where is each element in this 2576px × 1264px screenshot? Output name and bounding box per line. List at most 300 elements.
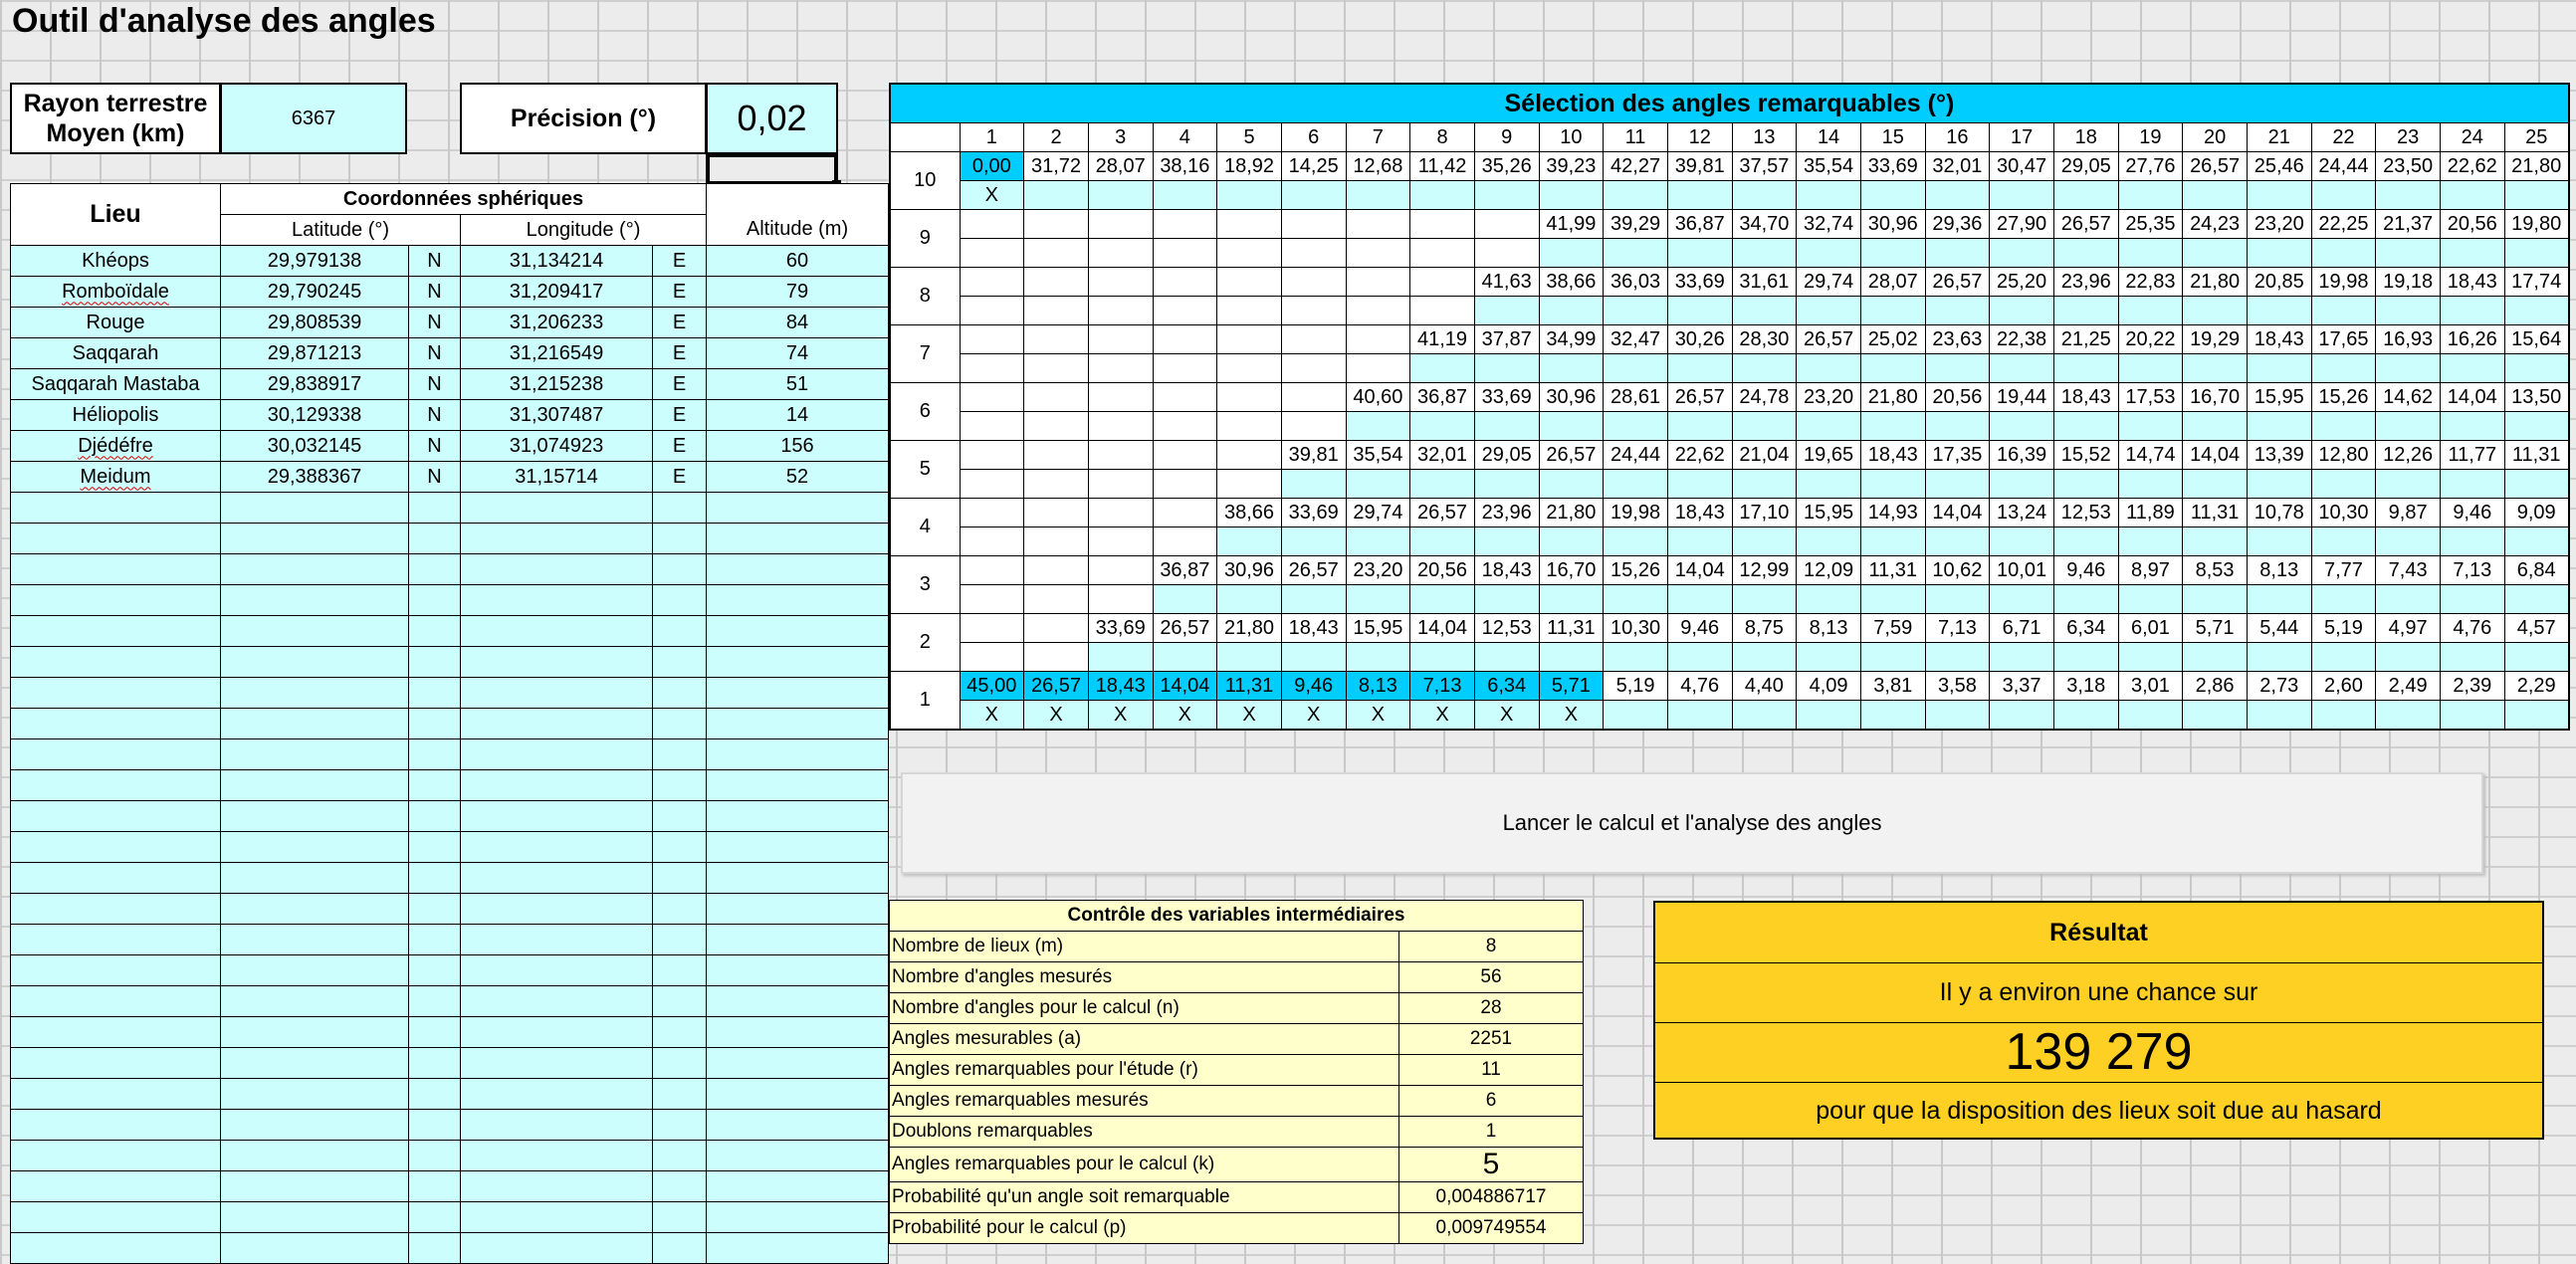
angle-value[interactable]: 16,39 xyxy=(1990,441,2054,470)
selection-mark[interactable] xyxy=(1667,239,1732,268)
angle-value[interactable]: 16,26 xyxy=(2440,325,2504,354)
empty-cell[interactable] xyxy=(221,1048,409,1079)
selection-mark[interactable] xyxy=(1024,239,1089,268)
empty-cell[interactable] xyxy=(653,1017,707,1048)
empty-cell[interactable] xyxy=(11,616,221,647)
column-header[interactable]: 4 xyxy=(1153,123,1217,152)
selection-mark[interactable] xyxy=(1088,585,1153,614)
selection-mark[interactable] xyxy=(1346,527,1410,556)
angle-value[interactable]: 21,25 xyxy=(2053,325,2118,354)
angle-value[interactable]: 35,54 xyxy=(1797,152,1861,181)
angle-value[interactable]: 21,04 xyxy=(1732,441,1797,470)
ew-cell[interactable] xyxy=(653,338,707,369)
angle-value[interactable]: 23,96 xyxy=(2053,268,2118,297)
empty-cell[interactable] xyxy=(461,616,653,647)
angle-value[interactable]: 13,39 xyxy=(2247,441,2311,470)
angle-value[interactable]: 15,64 xyxy=(2504,325,2569,354)
empty-cell[interactable] xyxy=(461,739,653,770)
angle-value[interactable] xyxy=(960,499,1024,527)
selection-mark[interactable] xyxy=(1217,354,1282,383)
selection-mark[interactable] xyxy=(1153,354,1217,383)
selection-mark[interactable] xyxy=(2311,297,2376,325)
selection-mark[interactable]: X xyxy=(1217,701,1282,731)
selection-mark[interactable] xyxy=(1346,181,1410,210)
angle-value[interactable]: 33,69 xyxy=(1860,152,1925,181)
angle-value[interactable]: 24,44 xyxy=(2311,152,2376,181)
selection-mark[interactable] xyxy=(1281,643,1346,672)
angle-value[interactable]: 26,57 xyxy=(1281,556,1346,585)
selection-mark[interactable] xyxy=(1153,181,1217,210)
empty-cell[interactable] xyxy=(11,925,221,955)
angle-value[interactable] xyxy=(1281,325,1346,354)
selection-mark[interactable] xyxy=(1990,412,2054,441)
empty-cell[interactable] xyxy=(461,832,653,863)
angle-value[interactable]: 26,57 xyxy=(2183,152,2248,181)
empty-cell[interactable] xyxy=(221,1202,409,1233)
angle-value[interactable]: 28,07 xyxy=(1088,152,1153,181)
longitude-cell[interactable] xyxy=(461,338,653,369)
angle-value[interactable] xyxy=(1153,383,1217,412)
coords-header[interactable]: Coordonnées sphériques xyxy=(221,184,707,215)
selection-mark[interactable] xyxy=(2247,181,2311,210)
empty-cell[interactable] xyxy=(11,832,221,863)
angle-value[interactable]: 4,76 xyxy=(1667,672,1732,701)
angle-value[interactable]: 35,54 xyxy=(1346,441,1410,470)
selection-mark[interactable] xyxy=(2376,470,2441,499)
selection-mark[interactable] xyxy=(1797,585,1861,614)
selection-mark[interactable] xyxy=(1797,643,1861,672)
empty-cell[interactable] xyxy=(409,1202,461,1233)
angle-value[interactable]: 12,80 xyxy=(2311,441,2376,470)
empty-cell[interactable] xyxy=(409,1141,461,1171)
angle-value[interactable]: 38,66 xyxy=(1217,499,1282,527)
lieu-name-cell[interactable] xyxy=(11,308,221,338)
angle-value[interactable]: 28,30 xyxy=(1732,325,1797,354)
selection-mark[interactable] xyxy=(1281,239,1346,268)
angle-value[interactable] xyxy=(1217,268,1282,297)
ew-cell[interactable] xyxy=(653,462,707,493)
angle-value[interactable]: 5,71 xyxy=(1539,672,1604,701)
precision-value-cell[interactable] xyxy=(706,83,838,154)
empty-cell[interactable] xyxy=(221,647,409,678)
angle-value[interactable]: 21,80 xyxy=(1860,383,1925,412)
angle-value[interactable]: 6,84 xyxy=(2504,556,2569,585)
selection-mark[interactable] xyxy=(2118,643,2183,672)
empty-cell[interactable] xyxy=(461,1017,653,1048)
angle-value[interactable] xyxy=(1346,210,1410,239)
selection-mark[interactable] xyxy=(1604,239,1668,268)
selection-mark[interactable] xyxy=(1860,701,1925,731)
selection-mark[interactable] xyxy=(2183,470,2248,499)
selection-mark[interactable] xyxy=(1925,354,1990,383)
row-label[interactable]: 9 xyxy=(890,210,960,268)
angle-value[interactable]: 20,56 xyxy=(1925,383,1990,412)
controle-value[interactable]: 11 xyxy=(1399,1055,1584,1086)
selection-mark[interactable] xyxy=(2183,643,2248,672)
row-label[interactable]: 3 xyxy=(890,556,960,614)
selection-mark[interactable] xyxy=(2247,643,2311,672)
angle-value[interactable]: 14,93 xyxy=(1860,499,1925,527)
angle-value[interactable]: 17,10 xyxy=(1732,499,1797,527)
selection-mark[interactable] xyxy=(1217,643,1282,672)
angle-value[interactable]: 3,37 xyxy=(1990,672,2054,701)
selection-mark[interactable] xyxy=(1153,470,1217,499)
selection-mark[interactable] xyxy=(1604,585,1668,614)
controle-value[interactable]: 6 xyxy=(1399,1086,1584,1117)
empty-cell[interactable] xyxy=(707,1110,889,1141)
selection-mark[interactable] xyxy=(1281,585,1346,614)
selection-mark[interactable] xyxy=(1667,701,1732,731)
selection-mark[interactable] xyxy=(1732,181,1797,210)
angle-value[interactable]: 12,53 xyxy=(1474,614,1539,643)
selection-mark[interactable] xyxy=(1281,412,1346,441)
longitude-cell[interactable] xyxy=(461,462,653,493)
empty-cell[interactable] xyxy=(653,554,707,585)
selection-mark[interactable] xyxy=(2311,701,2376,731)
angle-value[interactable] xyxy=(1346,325,1410,354)
selection-mark[interactable]: X xyxy=(1539,701,1604,731)
angle-value[interactable]: 7,59 xyxy=(1860,614,1925,643)
empty-cell[interactable] xyxy=(409,955,461,986)
empty-cell[interactable] xyxy=(409,739,461,770)
selection-mark[interactable] xyxy=(2118,412,2183,441)
controle-value[interactable]: 0,009749554 xyxy=(1399,1213,1584,1244)
selection-mark[interactable] xyxy=(2376,412,2441,441)
empty-cell[interactable] xyxy=(409,801,461,832)
selection-mark[interactable] xyxy=(2376,701,2441,731)
altitude-header-spacer[interactable] xyxy=(707,184,889,215)
selection-mark[interactable] xyxy=(1732,297,1797,325)
selection-mark[interactable] xyxy=(960,470,1024,499)
angle-value[interactable]: 41,63 xyxy=(1474,268,1539,297)
angle-value[interactable]: 7,77 xyxy=(2311,556,2376,585)
selection-mark[interactable] xyxy=(2504,239,2569,268)
angle-value[interactable]: 21,80 xyxy=(1539,499,1604,527)
empty-cell[interactable] xyxy=(409,585,461,616)
selection-mark[interactable] xyxy=(1346,354,1410,383)
selection-mark[interactable] xyxy=(2247,585,2311,614)
ns-cell[interactable] xyxy=(409,308,461,338)
selection-mark[interactable] xyxy=(2376,527,2441,556)
selection-mark[interactable] xyxy=(1217,297,1282,325)
selection-mark[interactable] xyxy=(1797,181,1861,210)
angle-value[interactable]: 34,70 xyxy=(1732,210,1797,239)
longitude-cell[interactable] xyxy=(461,400,653,431)
empty-cell[interactable] xyxy=(461,770,653,801)
selection-mark[interactable] xyxy=(1088,239,1153,268)
angle-value[interactable] xyxy=(1088,499,1153,527)
selection-mark[interactable] xyxy=(1990,643,2054,672)
angle-value[interactable]: 10,78 xyxy=(2247,499,2311,527)
selection-mark[interactable] xyxy=(1667,354,1732,383)
column-header[interactable]: 16 xyxy=(1925,123,1990,152)
selection-mark[interactable] xyxy=(1604,297,1668,325)
selection-mark[interactable] xyxy=(1990,527,2054,556)
selection-mark[interactable] xyxy=(2118,470,2183,499)
angle-value[interactable]: 19,18 xyxy=(2376,268,2441,297)
angle-value[interactable]: 27,90 xyxy=(1990,210,2054,239)
empty-cell[interactable] xyxy=(653,1110,707,1141)
selection-mark[interactable] xyxy=(2247,297,2311,325)
selection-mark[interactable] xyxy=(1410,470,1475,499)
angle-value[interactable] xyxy=(1346,268,1410,297)
selection-mark[interactable] xyxy=(2118,239,2183,268)
empty-cell[interactable] xyxy=(409,1233,461,1264)
empty-cell[interactable] xyxy=(707,1202,889,1233)
angle-value[interactable]: 18,43 xyxy=(1667,499,1732,527)
angle-value[interactable]: 24,44 xyxy=(1604,441,1668,470)
angle-value[interactable] xyxy=(1088,556,1153,585)
ns-cell[interactable] xyxy=(409,462,461,493)
selection-mark[interactable] xyxy=(2376,181,2441,210)
selection-mark[interactable] xyxy=(2053,701,2118,731)
empty-cell[interactable] xyxy=(11,955,221,986)
empty-cell[interactable] xyxy=(653,986,707,1017)
selection-mark[interactable] xyxy=(1860,181,1925,210)
angle-value[interactable]: 3,58 xyxy=(1925,672,1990,701)
angle-value[interactable] xyxy=(1088,210,1153,239)
selection-mark[interactable] xyxy=(2053,412,2118,441)
angle-value[interactable]: 33,69 xyxy=(1667,268,1732,297)
angle-value[interactable]: 16,70 xyxy=(1539,556,1604,585)
selection-mark[interactable] xyxy=(2311,470,2376,499)
selection-mark[interactable] xyxy=(1797,470,1861,499)
angle-value[interactable]: 4,57 xyxy=(2504,614,2569,643)
angle-value[interactable] xyxy=(1153,268,1217,297)
angle-value[interactable] xyxy=(1088,383,1153,412)
angle-value[interactable]: 2,29 xyxy=(2504,672,2569,701)
empty-cell[interactable] xyxy=(707,616,889,647)
column-header[interactable]: 18 xyxy=(2053,123,2118,152)
row-label[interactable]: 2 xyxy=(890,614,960,672)
corner-cell[interactable] xyxy=(890,123,960,152)
angle-value[interactable]: 14,74 xyxy=(2118,441,2183,470)
angle-value[interactable]: 26,57 xyxy=(1024,672,1089,701)
selection-mark[interactable] xyxy=(2053,585,2118,614)
selection-mark[interactable] xyxy=(2440,585,2504,614)
selection-mark[interactable] xyxy=(1990,181,2054,210)
selection-mark[interactable] xyxy=(960,585,1024,614)
row-label[interactable]: 1 xyxy=(890,672,960,731)
selection-mark[interactable] xyxy=(2504,181,2569,210)
empty-cell[interactable] xyxy=(653,863,707,894)
selection-mark[interactable] xyxy=(1539,585,1604,614)
angle-value[interactable] xyxy=(1153,499,1217,527)
angle-value[interactable]: 15,95 xyxy=(1797,499,1861,527)
empty-cell[interactable] xyxy=(409,1017,461,1048)
lieu-name-cell[interactable] xyxy=(11,431,221,462)
empty-cell[interactable] xyxy=(461,1171,653,1202)
empty-cell[interactable] xyxy=(707,955,889,986)
angle-value[interactable]: 26,57 xyxy=(1667,383,1732,412)
empty-cell[interactable] xyxy=(707,863,889,894)
angle-value[interactable]: 3,18 xyxy=(2053,672,2118,701)
ew-cell[interactable] xyxy=(653,277,707,308)
empty-cell[interactable] xyxy=(11,1233,221,1264)
selection-mark[interactable] xyxy=(2053,643,2118,672)
latitude-cell[interactable] xyxy=(221,338,409,369)
angle-value[interactable] xyxy=(1024,268,1089,297)
selection-mark[interactable] xyxy=(1797,527,1861,556)
empty-cell[interactable] xyxy=(653,1048,707,1079)
angle-value[interactable] xyxy=(1153,325,1217,354)
empty-cell[interactable] xyxy=(11,1110,221,1141)
selection-mark[interactable] xyxy=(1667,527,1732,556)
selection-mark[interactable] xyxy=(2311,585,2376,614)
angle-value[interactable]: 11,31 xyxy=(1860,556,1925,585)
selection-mark[interactable] xyxy=(1797,354,1861,383)
empty-cell[interactable] xyxy=(461,554,653,585)
empty-cell[interactable] xyxy=(409,493,461,524)
angle-value[interactable]: 45,00 xyxy=(960,672,1024,701)
angle-value[interactable]: 29,05 xyxy=(2053,152,2118,181)
empty-cell[interactable] xyxy=(653,1233,707,1264)
precision-label-cell[interactable] xyxy=(460,83,707,154)
selection-mark[interactable] xyxy=(2183,239,2248,268)
empty-cell[interactable] xyxy=(707,585,889,616)
selection-mark[interactable] xyxy=(2247,527,2311,556)
selection-mark[interactable] xyxy=(1281,470,1346,499)
angle-value[interactable]: 9,09 xyxy=(2504,499,2569,527)
empty-cell[interactable] xyxy=(11,1141,221,1171)
angle-value[interactable]: 18,43 xyxy=(1281,614,1346,643)
empty-cell[interactable] xyxy=(221,955,409,986)
selection-mark[interactable] xyxy=(2183,527,2248,556)
angle-value[interactable]: 10,01 xyxy=(1990,556,2054,585)
selection-mark[interactable] xyxy=(1024,297,1089,325)
selection-mark[interactable] xyxy=(1217,585,1282,614)
angle-value[interactable]: 33,69 xyxy=(1281,499,1346,527)
angle-value[interactable]: 39,81 xyxy=(1667,152,1732,181)
empty-cell[interactable] xyxy=(221,678,409,709)
row-label[interactable]: 4 xyxy=(890,499,960,556)
empty-cell[interactable] xyxy=(461,986,653,1017)
selection-mark[interactable] xyxy=(2118,181,2183,210)
angle-value[interactable]: 28,61 xyxy=(1604,383,1668,412)
angle-value[interactable]: 16,70 xyxy=(2183,383,2248,412)
selection-mark[interactable] xyxy=(1925,181,1990,210)
angle-value[interactable]: 14,04 xyxy=(2183,441,2248,470)
angle-value[interactable]: 30,47 xyxy=(1990,152,2054,181)
ns-cell[interactable] xyxy=(409,369,461,400)
selection-mark[interactable] xyxy=(2504,297,2569,325)
empty-cell[interactable] xyxy=(11,770,221,801)
empty-cell[interactable] xyxy=(653,739,707,770)
empty-cell[interactable] xyxy=(707,801,889,832)
selection-mark[interactable] xyxy=(1217,239,1282,268)
selection-mark[interactable] xyxy=(1732,470,1797,499)
row-label[interactable]: 7 xyxy=(890,325,960,383)
selection-mark[interactable] xyxy=(1797,297,1861,325)
selection-mark[interactable] xyxy=(1990,701,2054,731)
selection-mark[interactable] xyxy=(2440,643,2504,672)
empty-cell[interactable] xyxy=(707,1017,889,1048)
empty-cell[interactable] xyxy=(707,647,889,678)
angle-value[interactable]: 6,34 xyxy=(2053,614,2118,643)
empty-cell[interactable] xyxy=(409,616,461,647)
selection-mark[interactable] xyxy=(2440,239,2504,268)
angle-value[interactable]: 20,56 xyxy=(2440,210,2504,239)
empty-cell[interactable] xyxy=(11,1017,221,1048)
angle-value[interactable]: 15,52 xyxy=(2053,441,2118,470)
selection-mark[interactable] xyxy=(1088,181,1153,210)
angle-value[interactable]: 12,26 xyxy=(2376,441,2441,470)
angle-value[interactable] xyxy=(1217,383,1282,412)
angle-value[interactable]: 8,13 xyxy=(2247,556,2311,585)
column-header[interactable]: 25 xyxy=(2504,123,2569,152)
empty-cell[interactable] xyxy=(221,524,409,554)
selection-mark[interactable] xyxy=(1539,297,1604,325)
angle-value[interactable]: 8,97 xyxy=(2118,556,2183,585)
angle-value[interactable]: 12,09 xyxy=(1797,556,1861,585)
angle-value[interactable]: 17,65 xyxy=(2311,325,2376,354)
empty-cell[interactable] xyxy=(221,801,409,832)
empty-cell[interactable] xyxy=(461,801,653,832)
ew-cell[interactable] xyxy=(653,308,707,338)
latitude-cell[interactable] xyxy=(221,400,409,431)
empty-cell[interactable] xyxy=(221,1233,409,1264)
selection-mark[interactable] xyxy=(2311,527,2376,556)
angle-value[interactable]: 29,36 xyxy=(1925,210,1990,239)
angle-value[interactable]: 19,44 xyxy=(1990,383,2054,412)
empty-cell[interactable] xyxy=(11,1079,221,1110)
empty-cell[interactable] xyxy=(461,1048,653,1079)
angle-value[interactable]: 17,53 xyxy=(2118,383,2183,412)
empty-cell[interactable] xyxy=(221,986,409,1017)
angle-value[interactable]: 25,02 xyxy=(1860,325,1925,354)
empty-cell[interactable] xyxy=(409,925,461,955)
angle-value[interactable] xyxy=(1474,210,1539,239)
angle-value[interactable]: 2,86 xyxy=(2183,672,2248,701)
empty-cell[interactable] xyxy=(707,1141,889,1171)
selection-mark[interactable] xyxy=(1088,297,1153,325)
selection-mark[interactable] xyxy=(2440,297,2504,325)
selection-mark[interactable] xyxy=(2376,585,2441,614)
selection-mark[interactable] xyxy=(1860,412,1925,441)
altitude-cell[interactable] xyxy=(707,431,889,462)
empty-cell[interactable] xyxy=(653,585,707,616)
selection-mark[interactable] xyxy=(1797,412,1861,441)
angle-value[interactable]: 15,95 xyxy=(2247,383,2311,412)
selection-mark[interactable] xyxy=(1604,701,1668,731)
selection-mark[interactable] xyxy=(1217,181,1282,210)
empty-cell[interactable] xyxy=(707,832,889,863)
selection-mark[interactable] xyxy=(1153,297,1217,325)
angle-value[interactable]: 31,61 xyxy=(1732,268,1797,297)
empty-cell[interactable] xyxy=(409,832,461,863)
empty-cell[interactable] xyxy=(221,770,409,801)
angle-value[interactable]: 9,46 xyxy=(1667,614,1732,643)
selection-mark[interactable] xyxy=(1474,585,1539,614)
angle-value[interactable]: 26,57 xyxy=(1153,614,1217,643)
empty-cell[interactable] xyxy=(221,894,409,925)
empty-cell[interactable] xyxy=(221,1079,409,1110)
angle-value[interactable]: 18,43 xyxy=(1860,441,1925,470)
angle-value[interactable]: 19,80 xyxy=(2504,210,2569,239)
empty-cell[interactable] xyxy=(653,894,707,925)
ew-cell[interactable] xyxy=(653,400,707,431)
angle-value[interactable]: 26,57 xyxy=(1797,325,1861,354)
selection-mark[interactable] xyxy=(2118,527,2183,556)
angle-value[interactable]: 11,42 xyxy=(1410,152,1475,181)
latitude-cell[interactable] xyxy=(221,431,409,462)
selection-mark[interactable] xyxy=(1797,239,1861,268)
selection-mark[interactable] xyxy=(2247,412,2311,441)
selection-mark[interactable] xyxy=(1539,181,1604,210)
angle-value[interactable] xyxy=(1024,441,1089,470)
selection-mark[interactable] xyxy=(2118,354,2183,383)
selection-mark[interactable] xyxy=(1732,239,1797,268)
